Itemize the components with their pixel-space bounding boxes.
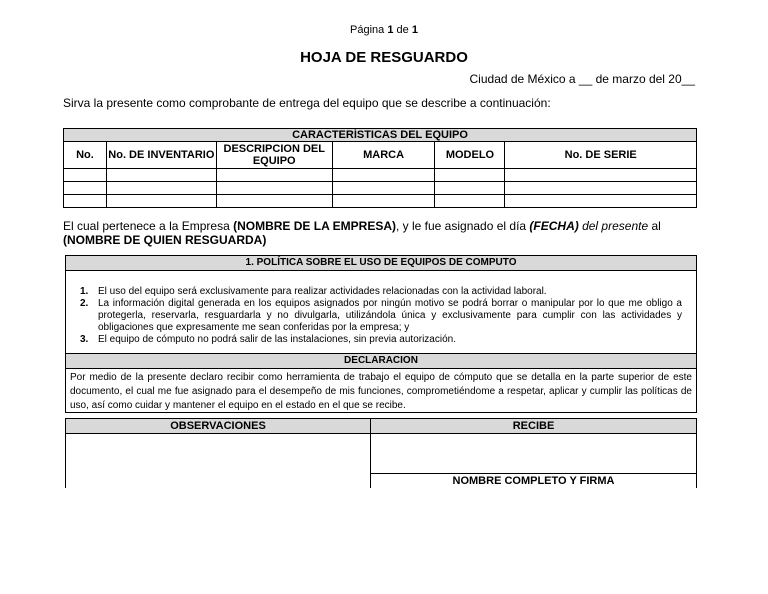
page-number-of: de	[396, 24, 409, 36]
list-item-text: El equipo de cómputo no podrá salir de las instalaciones, sin previa autorización.	[98, 334, 456, 345]
table-cell[interactable]	[216, 195, 332, 208]
list-item-text: El uso del equipo será exclusivamente para realizar actividades relacionadas con la actividad laboral.	[98, 286, 547, 297]
table-cell[interactable]	[505, 169, 697, 182]
declaration-header: DECLARACION	[66, 353, 696, 369]
table-cell[interactable]	[332, 195, 435, 208]
page-number	[0, 24, 768, 36]
equipment-table	[63, 128, 697, 208]
equipment-table-header: CARACTERÍSTICAS DEL EQUIPO	[64, 129, 697, 142]
col-header-no: No.	[64, 142, 107, 169]
table-cell[interactable]	[505, 195, 697, 208]
page-number-total: 1	[411, 24, 418, 36]
table-cell[interactable]	[435, 182, 505, 195]
page-number-current: 1	[387, 24, 394, 36]
table-cell[interactable]	[435, 195, 505, 208]
company-name-placeholder: (NOMBRE DE LA EMPRESA)	[233, 219, 396, 233]
table-cell[interactable]	[106, 182, 216, 195]
assignment-text-1: El cual pertenece a la Empresa	[63, 219, 234, 233]
signature-section	[65, 418, 697, 488]
assignment-statement	[63, 219, 699, 247]
list-item-number: 2.	[80, 298, 89, 309]
table-cell[interactable]	[64, 195, 107, 208]
col-header-model: MODELO	[435, 142, 505, 169]
declaration-text: Por medio de la presente declaro recibir como herramienta de trabajo el equipo de cómputo que se detalla en la parte superior de este documento, el cual me fue asignado para el desempeño de mis funciones, comprometiéndome a respetar, aplicar y cumplir las políticas de uso, así como cuidar y mantener el equipo en el estado en el que se recibe.	[70, 372, 692, 411]
col-header-inventory: No. DE INVENTARIO	[106, 142, 216, 169]
table-row	[64, 182, 697, 195]
list-item	[76, 298, 682, 334]
list-item	[76, 334, 682, 346]
assignment-text-3: del presente	[578, 219, 649, 233]
table-cell[interactable]	[216, 169, 332, 182]
policy-header: 1. POLÍTICA SOBRE EL USO DE EQUIPOS DE COMPUTO	[66, 256, 696, 271]
assignment-text-2: , y le fue asignado el día	[395, 219, 530, 233]
table-cell[interactable]	[332, 182, 435, 195]
list-item-number: 3.	[80, 334, 89, 345]
document-title: HOJA DE RESGUARDO	[300, 49, 468, 66]
table-cell[interactable]	[64, 169, 107, 182]
signature-line[interactable]	[371, 473, 696, 474]
list-item-text: La información digital generada en los equipos asignados por ningún motivo se podrá borrar o manipular por lo que me obligo a protegerla, reservarla, resguardarla y no divulgarla, utilizándola única y exclusivamente para cumplir con las actividades y obligaciones que expresamente me sean conferidas por la empresa; y	[98, 298, 682, 333]
table-cell[interactable]	[435, 169, 505, 182]
policy-section	[65, 255, 697, 413]
table-row	[64, 169, 697, 182]
table-cell[interactable]	[106, 195, 216, 208]
table-cell[interactable]	[332, 169, 435, 182]
table-cell[interactable]	[106, 169, 216, 182]
signature-label: NOMBRE COMPLETO Y FIRMA	[452, 475, 615, 487]
col-header-description: DESCRIPCION DEL EQUIPO	[216, 142, 332, 169]
list-item-number: 1.	[80, 286, 89, 297]
table-cell[interactable]	[216, 182, 332, 195]
page-number-prefix: Página	[350, 24, 385, 36]
guardian-name-placeholder: (NOMBRE DE QUIEN RESGUARDA)	[63, 233, 267, 247]
intro-text: Sirva la presente como comprobante de entrega del equipo que se describe a continuación:	[63, 96, 551, 110]
col-header-brand: MARCA	[332, 142, 435, 169]
observations-box[interactable]	[65, 418, 371, 488]
date-placeholder: (FECHA)	[529, 219, 579, 233]
table-cell[interactable]	[64, 182, 107, 195]
policy-list	[66, 286, 696, 346]
table-cell[interactable]	[505, 182, 697, 195]
observations-header: OBSERVACIONES	[66, 419, 370, 434]
city-date-line: Ciudad de México a __ de marzo del 20__	[469, 72, 695, 86]
assignment-text-4: al	[648, 219, 661, 233]
col-header-serial: No. DE SERIE	[505, 142, 697, 169]
list-item	[76, 286, 682, 298]
table-row	[64, 195, 697, 208]
receives-header: RECIBE	[371, 419, 696, 434]
receives-box	[371, 418, 697, 488]
